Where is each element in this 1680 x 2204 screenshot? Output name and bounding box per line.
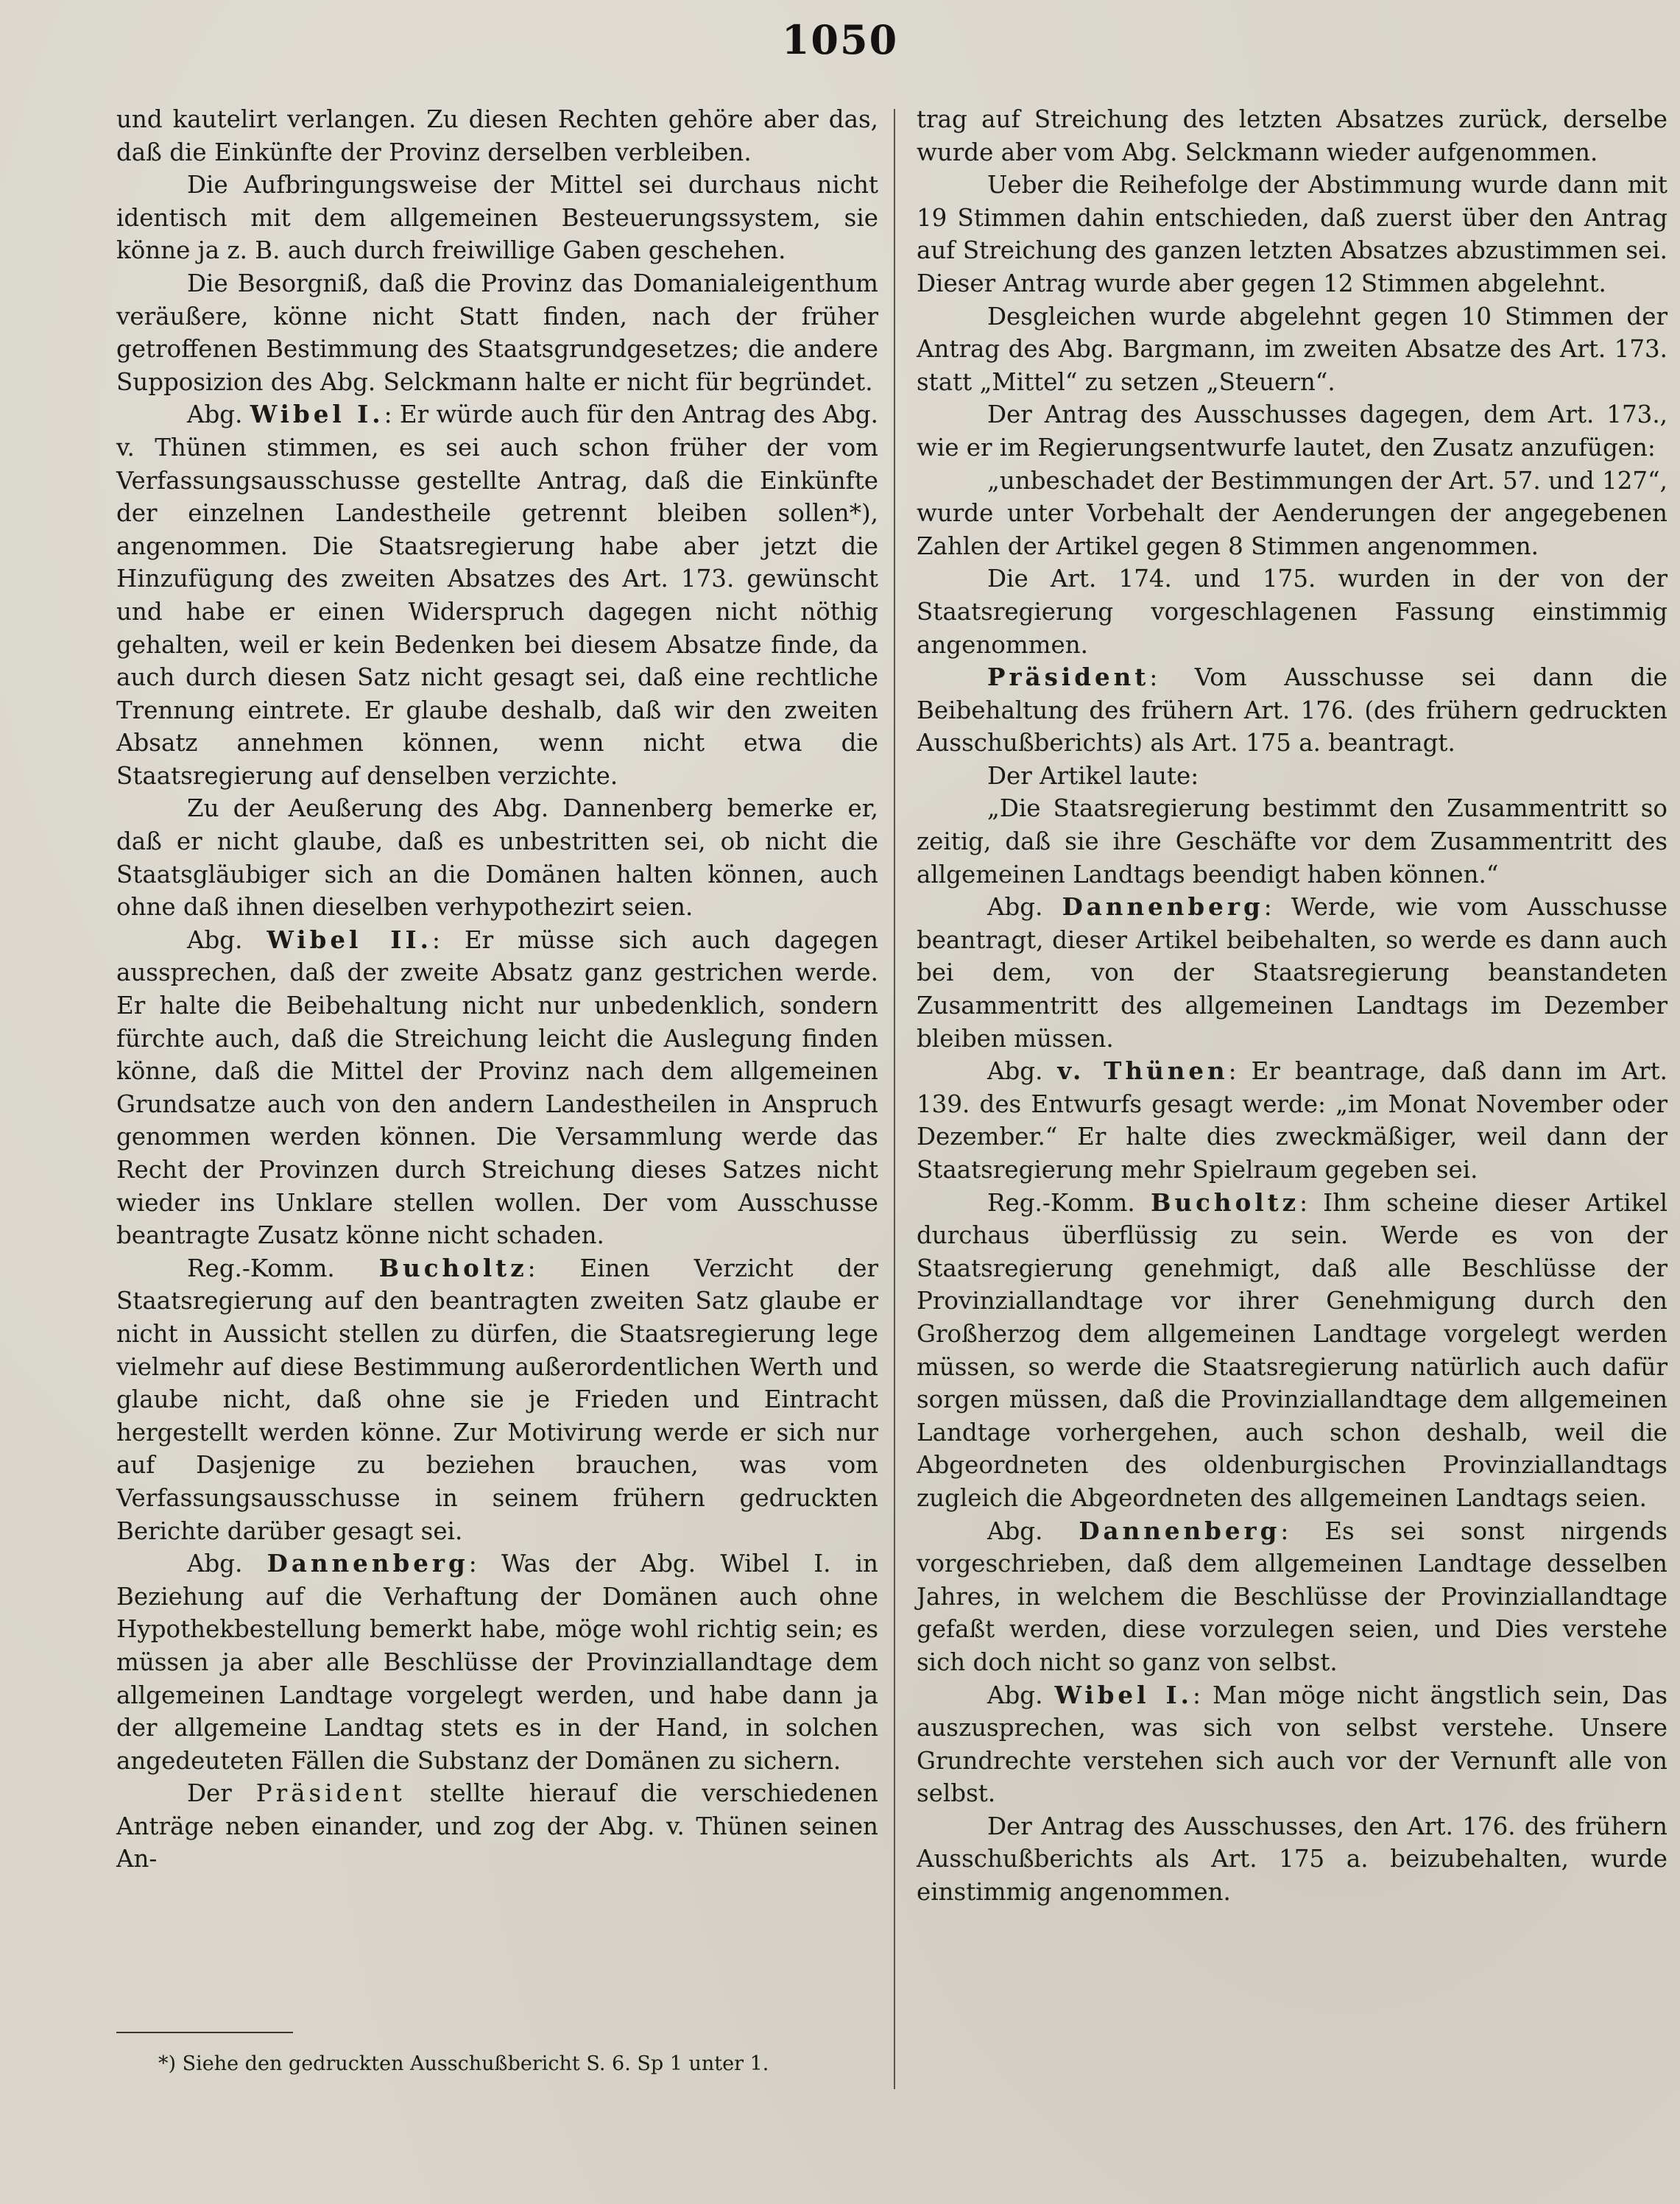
right-paragraph-8: Der Artikel laute:: [987, 761, 1199, 790]
speaker-name: Dannenberg: [267, 1549, 469, 1578]
speaker-prefix: Abg.: [187, 400, 250, 429]
right-paragraph-3: Desgleichen wurde abgelehnt gegen 10 Stimmen der Antrag des Abg. Bargmann, im zweiten Absatze des Art. 173. statt „Mittel“ zu setzen „Steuern“.: [917, 302, 1667, 396]
right-paragraph-15: Der Antrag des Ausschusses, den Art. 176. des frühern Ausschußberichts als Art. 175 a. beizubehalten, wurde einstimmig angenommen.: [917, 1812, 1667, 1907]
speaker-name: Dannenberg: [1062, 892, 1264, 922]
speaker-prefix: Reg.-Komm.: [987, 1188, 1151, 1217]
left-paragraph-8: [116, 1547, 878, 1777]
speaker-prefix: Abg.: [987, 1516, 1079, 1545]
left-paragraph-7: [116, 1252, 878, 1547]
speaker-prefix: Abg.: [187, 925, 267, 954]
speaker-prefix: Abg.: [187, 1550, 267, 1578]
right-paragraph-7: [917, 661, 1667, 760]
speech-text: : Er würde auch für den Antrag des Abg. v. Thünen stimmen, es sei auch schon früher der vom Verfassungsausschusse gestellte Antrag, daß die Einkünfte der einzelnen Landestheile getrennt bleiben sollen*), angenommen. Die Staatsregierung habe aber jetzt die Hinzufügung des zweiten Absatzes des Art. 173. gewünscht und habe er einen Widerspruch dagegen nicht nöthig gehalten, weil er kein Bedenken bei diesem Absatze finde, da auch durch diesen Satz nicht gesagt sei, daß eine rechtliche Trennung eintrete. Er glaube deshalb, daß wir den zweiten Absatz annehmen können, wenn nicht etwa die Staatsregierung auf denselben verzichte.: [116, 400, 879, 790]
speech-text: : Er beantrage, daß dann im Art. 139. des Entwurfs gesagt werde: „im Monat November oder Dezember.“ Er halte dies zweckmäßiger, weil dann der Staatsregierung mehr Spielraum gegeben sei.: [917, 1057, 1667, 1184]
footnote-rule: [116, 2032, 293, 2033]
right-paragraph-6: Die Art. 174. und 175. wurden in der von der Staatsregierung vorgeschlagenen Fassung einstimmig angenommen.: [917, 565, 1667, 659]
left-paragraph-9: [116, 1777, 878, 1876]
speech-text: : Einen Verzicht der Staatsregierung auf den beantragten zweiten Satz glaube er nicht in Aussicht stellen zu dürfen, die Staatsregierung lege vielmehr auf diese Bestimmung außerordentlichen Werth und glaube nicht, daß ohne sie je Frieden und Eintracht hergestellt werden könne. Zur Motivirung werde er sich nur auf Dasjenige zu beziehen brauchen, was vom Verfassungsausschusse in seinem frühern gedruckten Berichte darüber gesagt sei.: [116, 1254, 878, 1545]
speaker-prefix: Der: [187, 1779, 256, 1808]
left-paragraph-5: Zu der Aeußerung des Abg. Dannenberg bemerke er, daß er nicht glaube, daß es unbestritten sei, ob nicht die Staatsgläubiger sich an die Domänen halten können, auch ohne daß ihnen dieselben verhypothezirt seien.: [116, 794, 878, 922]
speaker-prefix: Abg.: [987, 1057, 1058, 1086]
right-paragraph-10: [917, 891, 1667, 1055]
right-paragraph-12: [917, 1187, 1667, 1515]
right-paragraph-4: Der Antrag des Ausschusses dagegen, dem Art. 173., wie er im Regierungsentwurfe lautet, den Zusatz anzufügen:: [917, 400, 1667, 462]
speech-text: stellte hierauf die verschiedenen Anträge neben einander, und zog der Abg. v. Thünen seinen An-: [116, 1779, 878, 1873]
speech-text: : Er müsse sich auch dagegen aussprechen, daß der zweite Absatz ganz gestrichen werde. Er halte die Beibehaltung nicht nur unbedenklich, sondern fürchte auch, daß die Streichung leicht die Auslegung finden könne, daß die Mittel der Provinz nach dem allgemeinen Grundsatze auch von den andern Landestheilen in Anspruch genommen werden können. Die Versammlung werde das Recht der Provinzen durch Streichung dieses Satzes nicht wieder ins Unklare stellen wollen. Der vom Ausschusse beantragte Zusatz könne nicht schaden.: [116, 925, 878, 1250]
speaker-name: Präsident: [255, 1779, 406, 1808]
left-paragraph-2: Die Aufbringungsweise der Mittel sei durchaus nicht identisch mit dem allgemeinen Besteuerungssystem, sie könne ja z. B. auch durch freiwillige Gaben geschehen.: [116, 171, 878, 265]
speaker-name: v. Thünen: [1057, 1056, 1229, 1086]
speaker-name: Wibel I.: [250, 400, 384, 429]
column-divider: [894, 109, 895, 2089]
right-paragraph-14: [917, 1679, 1667, 1810]
left-column: [116, 103, 878, 1876]
left-paragraph-3: Die Besorgniß, daß die Provinz das Domanialeigenthum veräußere, könne nicht Statt finden, nach der früher getroffenen Bestimmung des Staatsgrundgesetzes; die andere Supposizion des Abg. Selckmann halte er nicht für begründet.: [116, 269, 878, 396]
speaker-name: Bucholtz: [1151, 1187, 1300, 1217]
speech-text: : Vom Ausschusse sei dann die Beibehaltung des frühern Art. 176. (des frühern gedruckten Ausschußberichts) als Art. 175 a. beantragt.: [917, 663, 1667, 757]
right-paragraph-9: „Die Staatsregierung bestimmt den Zusammentritt so zeitig, daß sie ihre Geschäfte vor dem Zusammentritt des allgemeinen Landtags beendigt haben können.“: [917, 794, 1667, 889]
left-paragraph-6: [116, 924, 878, 1252]
speech-text: : Man möge nicht ängstlich sein, Das auszusprechen, was sich von selbst verstehe. Unsere Grundrechte verstehen sich auch vor der Vernunft alle von selbst.: [917, 1681, 1668, 1808]
speech-text: : Was der Abg. Wibel I. in Beziehung auf die Verhaftung der Domänen auch ohne Hypothekbestellung bemerkt habe, möge wohl richtig sein; es müssen ja aber alle Beschlüsse der Provinziallandtage dem allgemeinen Landtage vorgelegt werden, und habe dann ja der allgemeine Landtag stets es in der Hand, in solchen angedeuteten Fällen die Substanz der Domänen zu sichern.: [116, 1550, 878, 1775]
speaker-prefix: Abg.: [987, 1681, 1055, 1709]
right-paragraph-11: [917, 1055, 1667, 1186]
page-number: 1050: [781, 16, 899, 63]
footnote: *) Siehe den gedruckten Ausschußbericht S. 6. Sp 1 unter 1.: [158, 2052, 769, 2075]
right-paragraph-5: „unbeschadet der Bestimmungen der Art. 57. und 127“, wurde unter Vorbehalt der Aenderungen der angegebenen Zahlen der Artikel gegen 8 Stimmen angenommen.: [917, 466, 1667, 560]
right-column: [917, 103, 1667, 1909]
speech-text: : Es sei sonst nirgends vorgeschrieben, daß dem allgemeinen Landtage desselben Jahres, in welchem die Beschlüsse der Provinziallandtage gefaßt werden, diese vorzulegen seien, und Dies verstehe sich doch nicht so ganz von selbst.: [917, 1516, 1667, 1676]
speaker-prefix: Reg.-Komm.: [187, 1254, 379, 1282]
right-paragraph-2: Ueber die Reihefolge der Abstimmung wurde dann mit 19 Stimmen dahin entschieden, daß zuerst über den Antrag auf Streichung des ganzen letzten Absatzes abzustimmen sei. Dieser Antrag wurde aber gegen 12 Stimmen abgelehnt.: [917, 171, 1667, 297]
speaker-prefix: Abg.: [987, 893, 1062, 922]
speech-text: : Werde, wie vom Ausschusse beantragt, dieser Artikel beibehalten, so werde es dann auch bei dem, von der Staatsregierung beanstandeten Zusammentritt des allgemeinen Landtags im Dezember bleiben müssen.: [917, 893, 1667, 1053]
speaker-name: Bucholtz: [378, 1253, 528, 1282]
speaker-name: Wibel II.: [267, 925, 432, 954]
right-paragraph-1: trag auf Streichung des letzten Absatzes zurück, derselbe wurde aber vom Abg. Selckmann wieder aufgenommen.: [917, 105, 1667, 166]
speech-text: : Ihm scheine dieser Artikel durchaus überflüssig zu sein. Werde es von der Staatsregierung genehmigt, daß alle Beschlüsse der Provinziallandtage vor ihrer Genehmigung durch den Großherzog dem allgemeinen Landtage vorgelegt werden müssen, so werde die Staatsregierung natürlich auch dafür sorgen müssen, daß die Provinziallandtage dem allgemeinen Landtage vorhergehen, auch schon deshalb, weil die Abgeordneten des oldenburgischen Provinziallandtags zugleich die Abgeordneten des allgemeinen Landtags seien.: [917, 1188, 1667, 1512]
speaker-name: Präsident: [987, 663, 1150, 692]
right-paragraph-13: [917, 1515, 1667, 1679]
left-paragraph-4: [116, 398, 878, 792]
speaker-name: Wibel I.: [1054, 1680, 1193, 1709]
speaker-name: Dannenberg: [1079, 1516, 1281, 1545]
left-paragraph-1: und kautelirt verlangen. Zu diesen Rechten gehöre aber das, daß die Einkünfte der Provinz derselben verbleiben.: [116, 105, 878, 166]
